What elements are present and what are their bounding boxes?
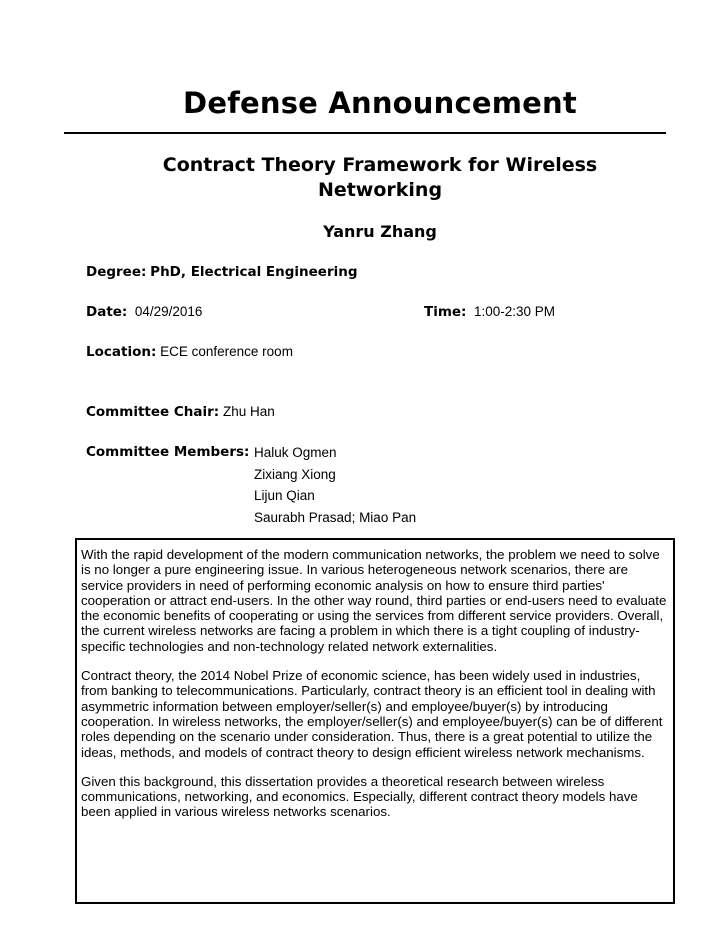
committee-chair-label: Committee Chair:	[86, 404, 220, 420]
abstract-paragraph: Contract theory, the 2014 Nobel Prize of economic science, has been widely used in industries, from banking to telecommunications. Particularly, contract theory is an efficient tool in dealing with asymmetric information between employer/seller(s) and employee/buyer(s) by introducing cooperation. In wireless networks, the employer/seller(s) and employee/buyer(s) can be of different roles depending on the scenario under consideration. Thus, there is a great potential to utilize the ideas, methods, and models of contract theory to design efficient wireless network mechanisms.	[81, 668, 663, 760]
committee-members-row	[86, 444, 249, 460]
degree-label: Degree:	[86, 264, 147, 280]
location-label: Location:	[86, 344, 157, 360]
date-row	[86, 304, 202, 320]
committee-member: Haluk Ogmen	[254, 445, 337, 460]
abstract-paragraph: With the rapid development of the modern communication networks, the problem we need to solve is no longer a pure engineering issue. In various heterogeneous network scenarios, there are service providers in need of performing economic analysis on how to ensure third parties' cooperation or attract end-users. In the other way round, third parties or end-users need to evaluate the economic benefits of cooperating or using the services from different service providers. Overall, the current wireless networks are facing a problem in which there is a tight coupling of industry-specific technologies and non-technology related network externalities.	[81, 547, 667, 654]
dissertation-title-line-1: Contract Theory Framework for Wireless	[162, 154, 598, 176]
title-divider	[64, 132, 666, 134]
committee-member: Saurabh Prasad; Miao Pan	[254, 509, 417, 525]
time-label: Time:	[424, 304, 467, 320]
date-value: 04/29/2016	[134, 304, 203, 319]
degree-row	[86, 264, 358, 280]
date-label: Date:	[86, 304, 128, 320]
committee-chair-value: Zhu Han	[222, 404, 275, 419]
committee-members-list	[254, 442, 416, 528]
location-row	[86, 344, 293, 360]
committee-member: Lijun Qian	[254, 488, 315, 503]
committee-chair-row	[86, 404, 275, 420]
abstract-paragraph: Given this background, this dissertation provides a theoretical research between wireless communications, networking, and economics. Especially, different contract theory models have been applied in various wireless networks scenarios.	[81, 773, 638, 820]
dissertation-title	[0, 153, 720, 203]
committee-members-label: Committee Members:	[86, 444, 250, 460]
dissertation-title-line-2: Networking	[317, 179, 443, 201]
degree-value: PhD, Electrical Engineering	[150, 264, 358, 280]
location-value: ECE conference room	[160, 344, 293, 359]
committee-member: Zixiang Xiong	[254, 466, 336, 482]
author-name: Yanru Zhang	[323, 222, 437, 241]
page-title: Defense Announcement	[183, 86, 577, 120]
time-value: 1:00-2:30 PM	[473, 304, 556, 319]
time-row	[424, 304, 555, 320]
abstract-box	[75, 538, 675, 904]
